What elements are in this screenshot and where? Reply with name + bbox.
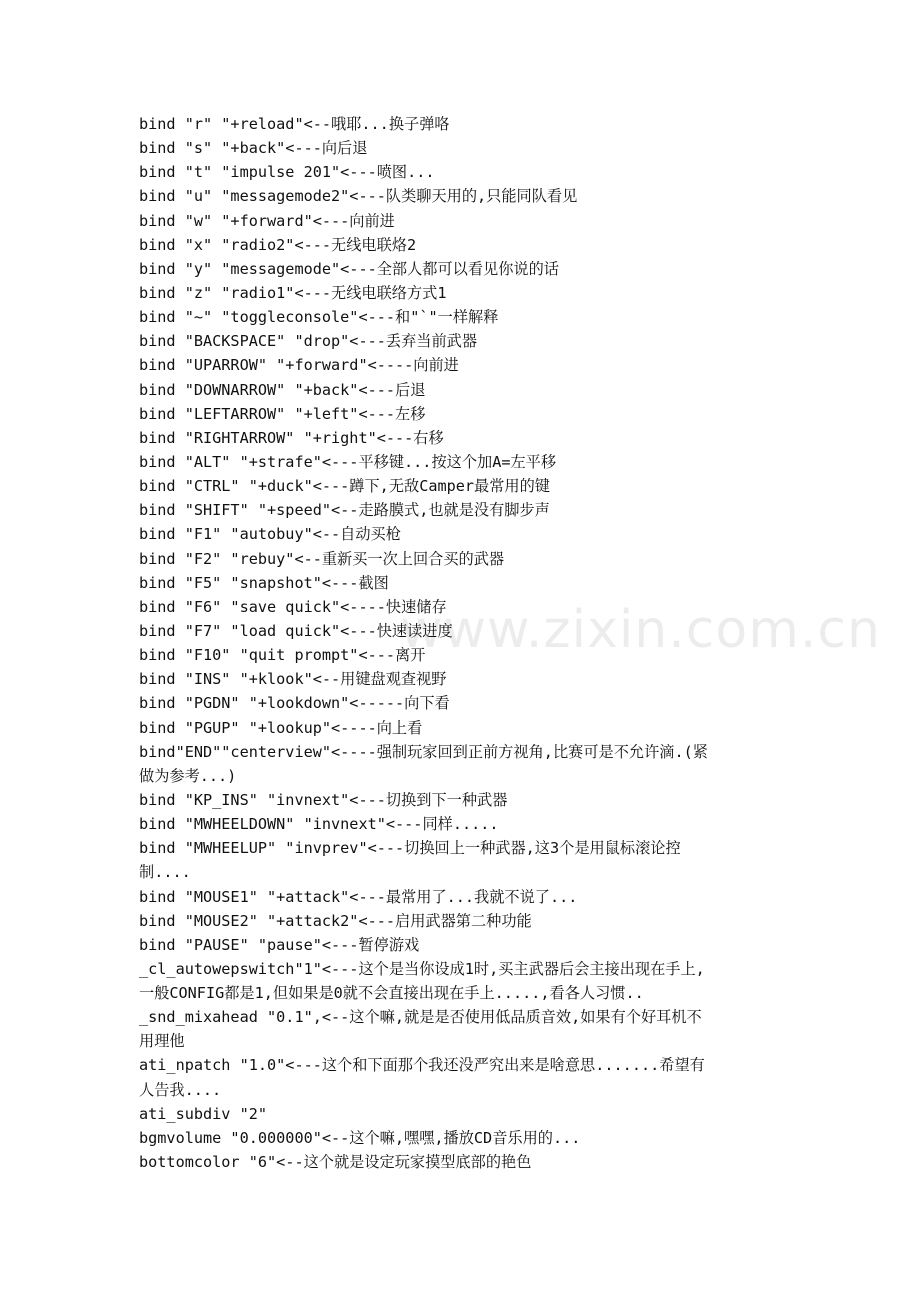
text-line: ati_subdiv "2" <box>139 1104 268 1123</box>
text-line: bind "F6" "save quick"<----快速储存 <box>139 597 447 616</box>
text-line: 用理他 <box>139 1032 185 1051</box>
text-line: bind "F5" "snapshot"<---截图 <box>139 573 389 592</box>
text-line: bind "t" "impulse 201"<---喷图... <box>139 163 435 182</box>
text-line: bind "MWHEELUP" "invprev"<---切换回上一种武器,这3个是用鼠标滚论控 <box>139 839 681 858</box>
text-line: bind "SHIFT" "+speed"<--走路膜式,也就是没有脚步声 <box>139 501 550 520</box>
text-line: 制.... <box>139 863 191 882</box>
text-line: bind "PAUSE" "pause"<---暂停游戏 <box>139 935 420 954</box>
text-line: bind "z" "radio1"<---无线电联络方式1 <box>139 283 447 302</box>
text-line: bind "RIGHTARROW" "+right"<---右移 <box>139 428 444 447</box>
text-line: bgmvolume "0.000000"<--这个嘛,嘿嘿,播放CD音乐用的... <box>139 1128 581 1147</box>
text-line: bind "~" "toggleconsole"<---和"`"一样解释 <box>139 308 499 327</box>
text-line: bind "F10" "quit prompt"<---离开 <box>139 646 426 665</box>
text-line: bind "r" "+reload"<--哦耶...换子弹咯 <box>139 115 450 133</box>
text-line: 人告我.... <box>139 1080 222 1099</box>
text-line: _cl_autowepswitch"1"<---这个是当你设成1时,买主武器后会主接出现在手上, <box>139 959 705 978</box>
text-line: bind "x" "radio2"<---无线电联烙2 <box>139 235 417 254</box>
text-line: bind "F2" "rebuy"<--重新买一次上回合买的武器 <box>139 549 505 568</box>
text-line: bind "CTRL" "+duck"<---蹲下,无敌Camper最常用的键 <box>139 477 550 496</box>
text-line: bind "BACKSPACE" "drop"<---丢弃当前武器 <box>139 332 478 351</box>
text-line: bind "INS" "+klook"<--用键盘观查视野 <box>139 670 447 689</box>
watermark: www.zixin.com.cn <box>400 600 881 660</box>
text-line: bind "s" "+back"<---向后退 <box>139 139 368 158</box>
text-line: 一般CONFIG都是1,但如果是0就不会直接出现在手上.....,看各人习惯.. <box>139 984 644 1003</box>
text-line: _snd_mixahead "0.1",<--这个嘛,就是是否使用低品质音效,如果有个好耳机不 <box>139 1008 702 1027</box>
text-line: bottomcolor "6"<--这个就是设定玩家摸型底部的艳色 <box>139 1153 532 1172</box>
text-line: bind "F1" "autobuy"<--自动买枪 <box>139 525 401 544</box>
text-line: bind "MWHEELDOWN" "invnext"<---同样..... <box>139 815 499 834</box>
text-line: bind "y" "messagemode"<---全部人都可以看见你说的话 <box>139 259 559 278</box>
text-line: bind "PGDN" "+lookdown"<-----向下看 <box>139 694 450 713</box>
text-line: bind "UPARROW" "+forward"<----向前进 <box>139 356 459 375</box>
text-line: bind"END""centerview"<----强制玩家回到正前方视角,比赛可是不允许滴.(紧 <box>139 742 708 761</box>
text-line: bind "DOWNARROW" "+back"<---后退 <box>139 380 426 399</box>
config-text-block <box>139 112 799 1174</box>
text-line: bind "ALT" "+strafe"<---平移键...按这个加A=左平移 <box>139 452 557 471</box>
text-line: bind "PGUP" "+lookup"<----向上看 <box>139 718 423 737</box>
text-line: bind "w" "+forward"<---向前进 <box>139 211 395 230</box>
text-line: 做为参考...) <box>139 766 237 785</box>
text-line: bind "KP_INS" "invnext"<---切换到下一种武器 <box>139 790 508 809</box>
text-line: bind "u" "messagemode2"<---队类聊天用的,只能同队看见 <box>139 187 578 206</box>
text-line: bind "MOUSE2" "+attack2"<---启用武器第二种功能 <box>139 911 532 930</box>
text-line: bind "LEFTARROW" "+left"<---左移 <box>139 404 426 423</box>
text-line: ati_npatch "1.0"<---这个和下面那个我还没严究出来是啥意思.......希望有 <box>139 1056 705 1075</box>
text-line: bind "F7" "load quick"<---快速读进度 <box>139 621 453 640</box>
text-line: bind "MOUSE1" "+attack"<---最常用了...我就不说了... <box>139 887 578 906</box>
